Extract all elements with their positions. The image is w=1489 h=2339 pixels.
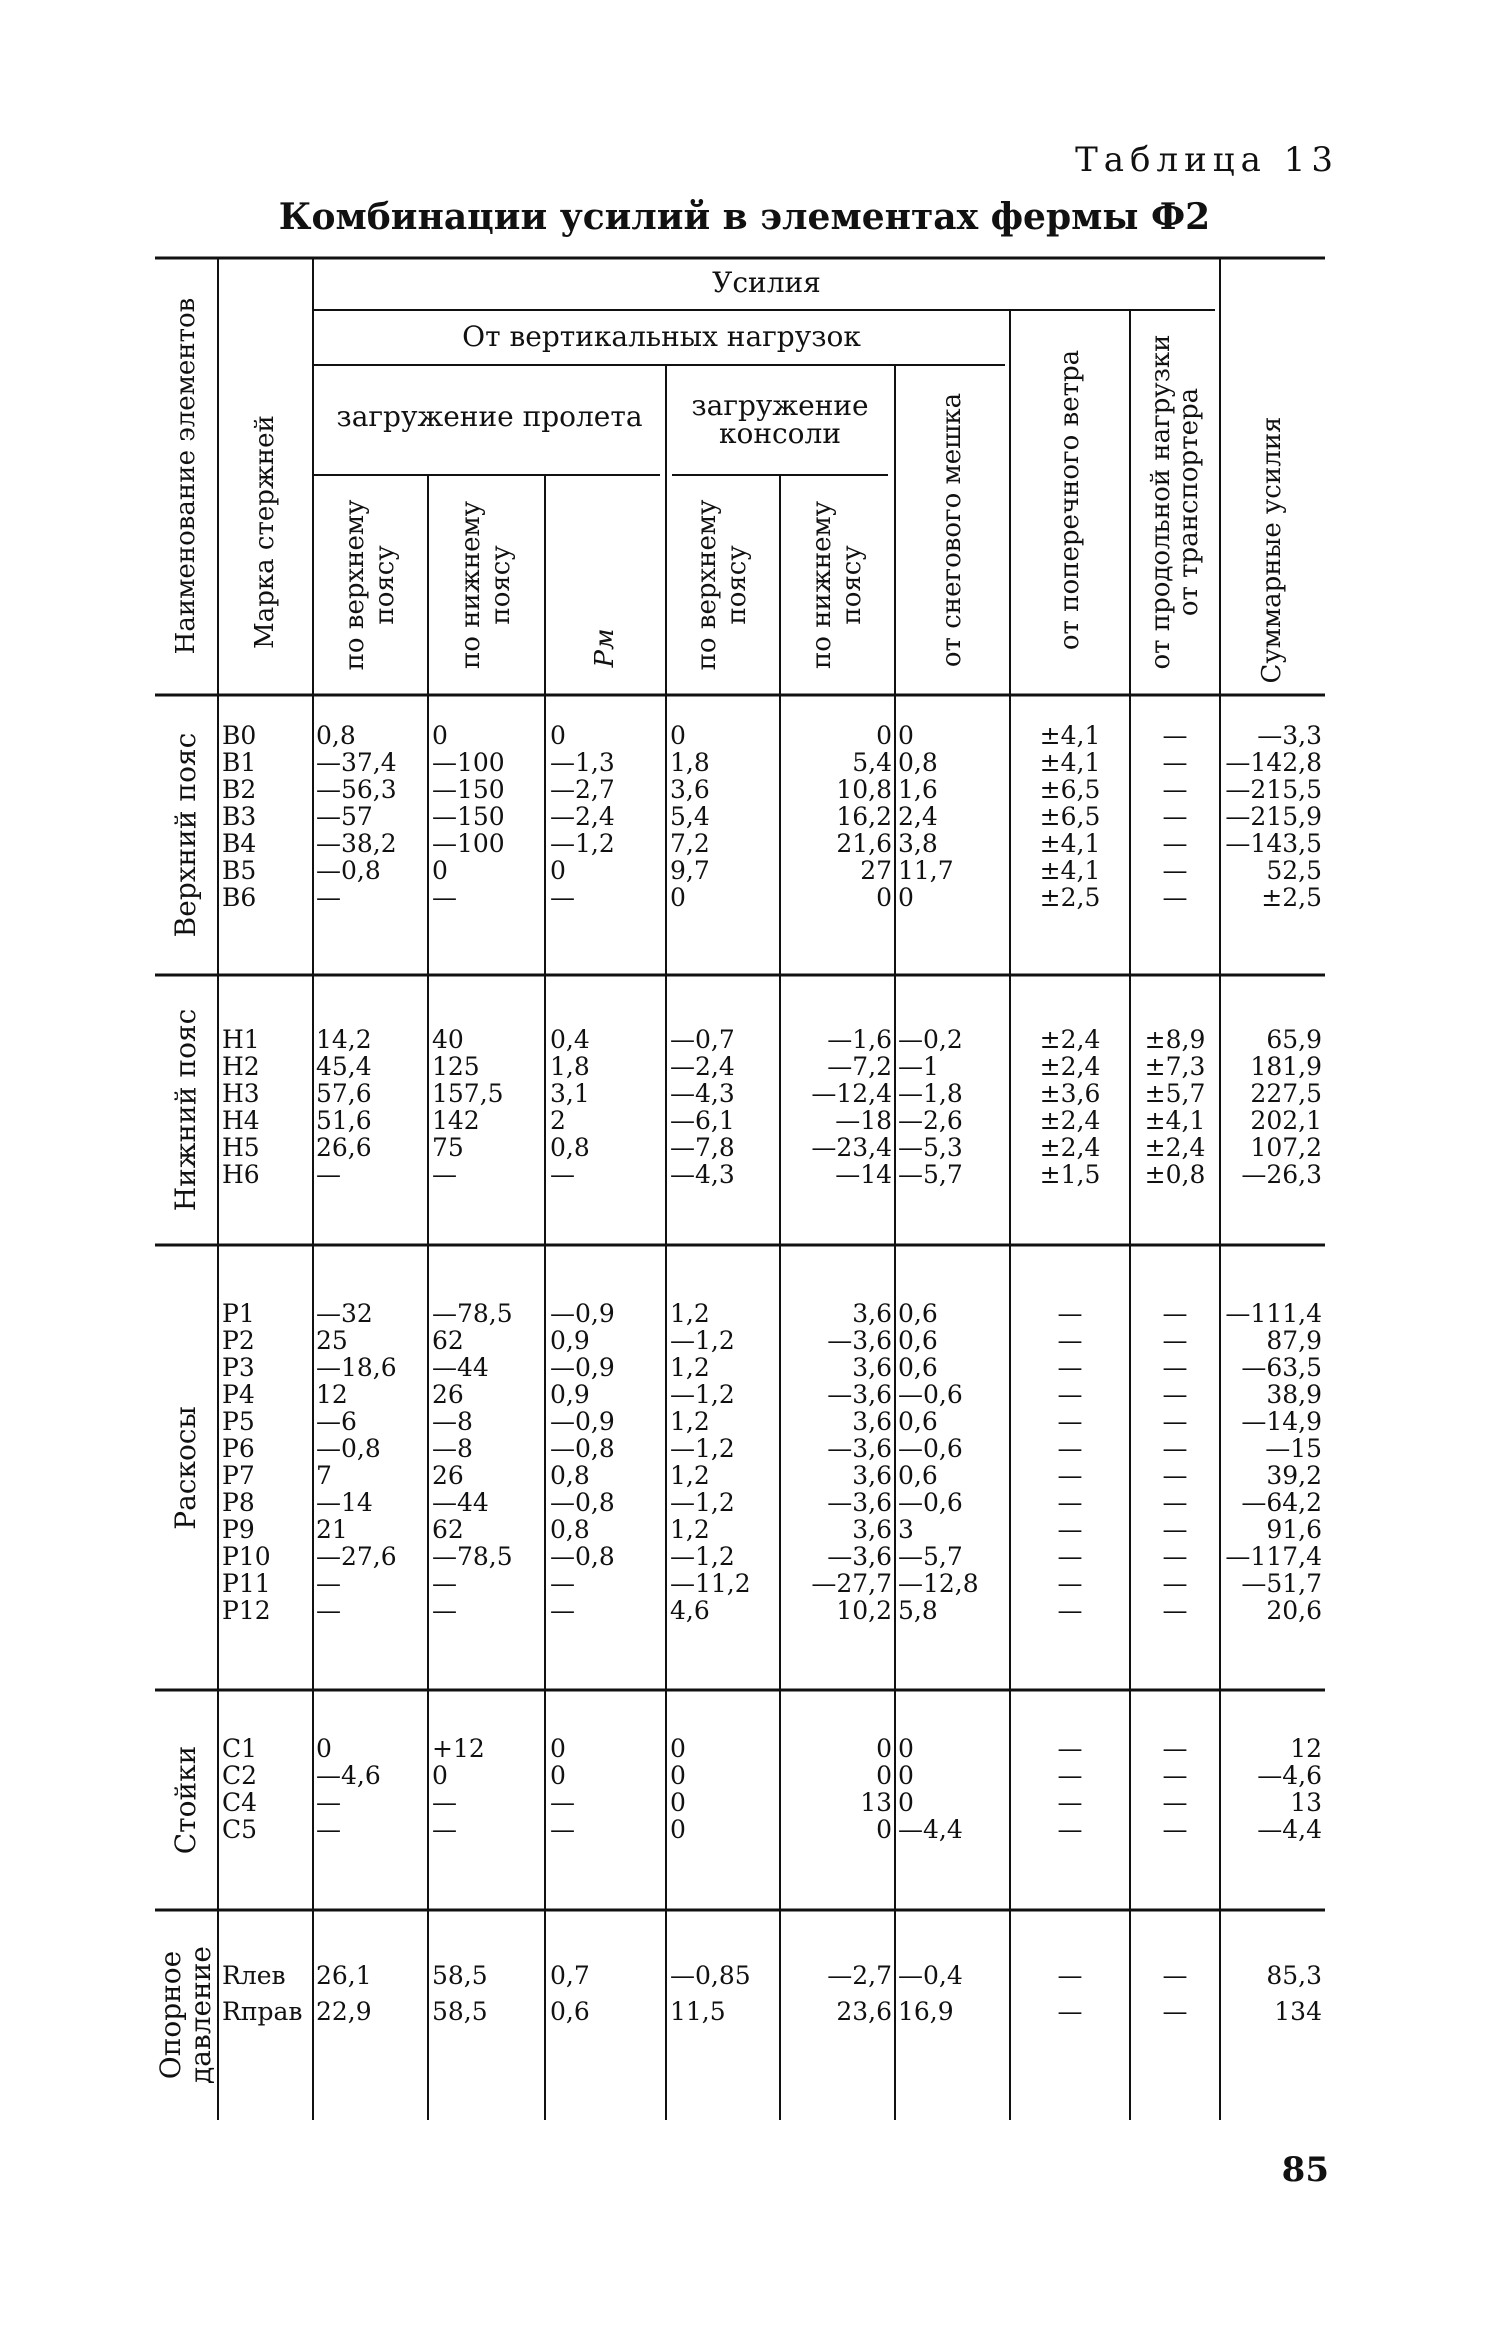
header-forces: Усилия — [712, 266, 821, 299]
value-column: — — — [1057, 1961, 1083, 2026]
header-console-bottom: по нижнему поясу — [807, 500, 867, 670]
value-column: — — — — — — — — [1162, 721, 1188, 912]
value-column: 0,4 1,8 3,1 2 0,8 — — [550, 1025, 590, 1189]
bar-mark-column: С1 С2 С4 С5 — [222, 1734, 258, 1844]
value-column: 58,5 58,5 — [432, 1961, 488, 2026]
value-column: 3,6 —3,6 3,6 —3,6 3,6 —3,6 3,6 —3,6 3,6 —3,6 —27,7 10,2 — [811, 1299, 892, 1625]
value-column: — — — — — — — — — — — — — [1162, 1299, 1188, 1625]
value-column: —0,2 —1 —1,8 —2,6 —5,3 —5,7 — [898, 1025, 963, 1189]
bar-mark-column: Р1 Р2 Р3 Р4 Р5 Р6 Р7 Р8 Р9 Р10 Р11 Р12 — [222, 1299, 271, 1625]
value-column: 0 0,8 1,6 2,4 3,8 11,7 0 — [898, 721, 954, 912]
value-column: —2,7 23,6 — [827, 1961, 892, 2026]
value-column: 0 1,8 3,6 5,4 7,2 9,7 0 — [670, 721, 710, 912]
value-column: 14,2 45,4 57,6 51,6 26,6 — — [316, 1025, 372, 1189]
value-column: 0,7 0,6 — [550, 1961, 590, 2026]
value-column: —3,3 —142,8 —215,5 —215,9 —143,5 52,5 ±2,5 — [1225, 721, 1322, 912]
header-console-loading: загружение консоли — [691, 389, 869, 450]
page-number: 85 — [1281, 2150, 1329, 2190]
header-total: Суммарные усилия — [1257, 416, 1287, 684]
value-column: 0 —1,3 —2,7 —2,4 —1,2 0 — — [550, 721, 615, 912]
bar-mark-column: Н1 Н2 Н3 Н4 Н5 Н6 — [222, 1025, 260, 1189]
value-column: —78,5 62 —44 26 —8 —8 26 —44 62 —78,5 — — — [432, 1299, 513, 1625]
header-snow-bag: от снегового мешка — [937, 392, 967, 668]
value-column: +12 0 — — — [432, 1734, 485, 1844]
value-column: 0,8 —37,4 —56,3 —57 —38,2 —0,8 — — [316, 721, 397, 912]
value-column: 40 125 157,5 142 75 — — [432, 1025, 504, 1189]
table-title: Комбинации усилий в элементах фермы Ф2 — [278, 196, 1211, 238]
table-number-label: Таблица 13 — [1075, 140, 1339, 180]
value-column: 0 —100 —150 —150 —100 0 — — [432, 721, 505, 912]
value-column: 0 0 0 —4,4 — [898, 1734, 963, 1844]
value-column: —32 25 —18,6 12 —6 —0,8 7 —14 21 —27,6 — — — [316, 1299, 397, 1625]
header-span-top: по верхнему поясу — [340, 499, 400, 671]
header-span-bottom: по нижнему поясу — [456, 500, 516, 670]
group-label-diagonals: Раскосы — [169, 1406, 202, 1530]
value-column: 0,6 0,6 0,6 —0,6 0,6 —0,6 0,6 —0,6 3 —5,7 —12,8 5,8 — [898, 1299, 979, 1625]
value-column: — — — [1162, 1961, 1188, 2026]
value-column: ±4,1 ±4,1 ±6,5 ±6,5 ±4,1 ±4,1 ±2,5 — [1039, 721, 1101, 912]
group-label-posts: Стойки — [169, 1745, 202, 1855]
value-column: 0 5,4 10,8 16,2 21,6 27 0 — [836, 721, 892, 912]
value-column: 1,2 —1,2 1,2 —1,2 1,2 —1,2 1,2 —1,2 1,2 —1,2 —11,2 4,6 — [670, 1299, 751, 1625]
value-column: — — — — — [1057, 1734, 1083, 1844]
value-column: —0,4 16,9 — [898, 1961, 963, 2026]
bar-mark-column: В0 В1 В2 В3 В4 В5 В6 — [222, 721, 257, 912]
group-label-top-chord: Верхний пояс — [169, 732, 202, 938]
header-vertical-loads: От вертикальных нагрузок — [462, 320, 861, 353]
value-column: —0,7 —2,4 —4,3 —6,1 —7,8 —4,3 — [670, 1025, 735, 1189]
value-column: 85,3 134 — [1266, 1961, 1322, 2026]
value-column: — — — — — [1162, 1734, 1188, 1844]
header-bar-mark: Марка стержней — [250, 415, 280, 649]
value-column: 12 —4,6 13 —4,4 — [1257, 1734, 1322, 1844]
value-column: 0 0 13 0 — [860, 1734, 892, 1844]
value-column: —0,85 11,5 — [670, 1961, 751, 2026]
bar-mark-column: Rлев Rправ — [222, 1961, 303, 2026]
header-span-pm: Pм — [590, 628, 620, 668]
value-column: —1,6 —7,2 —12,4 —18 —23,4 —14 — [811, 1025, 892, 1189]
header-cross-wind: от поперечного ветра — [1055, 349, 1085, 651]
header-element-name: Наименование элементов — [171, 297, 201, 655]
value-column: ±8,9 ±7,3 ±5,7 ±4,1 ±2,4 ±0,8 — [1144, 1025, 1206, 1189]
value-column: ±2,4 ±2,4 ±3,6 ±2,4 ±2,4 ±1,5 — [1039, 1025, 1101, 1189]
value-column: 0 0 — — — [550, 1734, 575, 1844]
value-column: 0 0 0 0 — [670, 1734, 686, 1844]
header-span-loading: загружение пролета — [336, 400, 643, 433]
header-console-top: по верхнему поясу — [692, 499, 752, 671]
group-label-bottom-chord: Нижний пояс — [169, 1008, 202, 1212]
value-column: —0,9 0,9 —0,9 0,9 —0,9 —0,8 0,8 —0,8 0,8 —0,8 — — — [550, 1299, 615, 1625]
value-column: 26,1 22,9 — [316, 1961, 372, 2026]
value-column: 0 —4,6 — — — [316, 1734, 381, 1844]
header-transporter: от продольной нагрузки от транспортера — [1146, 334, 1204, 670]
group-label-support-pressure: Опорное давление — [154, 1946, 217, 2084]
value-column: —111,4 87,9 —63,5 38,9 —14,9 —15 39,2 —64,2 91,6 —117,4 —51,7 20,6 — [1225, 1299, 1322, 1625]
value-column: 65,9 181,9 227,5 202,1 107,2 —26,3 — [1241, 1025, 1322, 1189]
value-column: — — — — — — — — — — — — — [1057, 1299, 1083, 1625]
